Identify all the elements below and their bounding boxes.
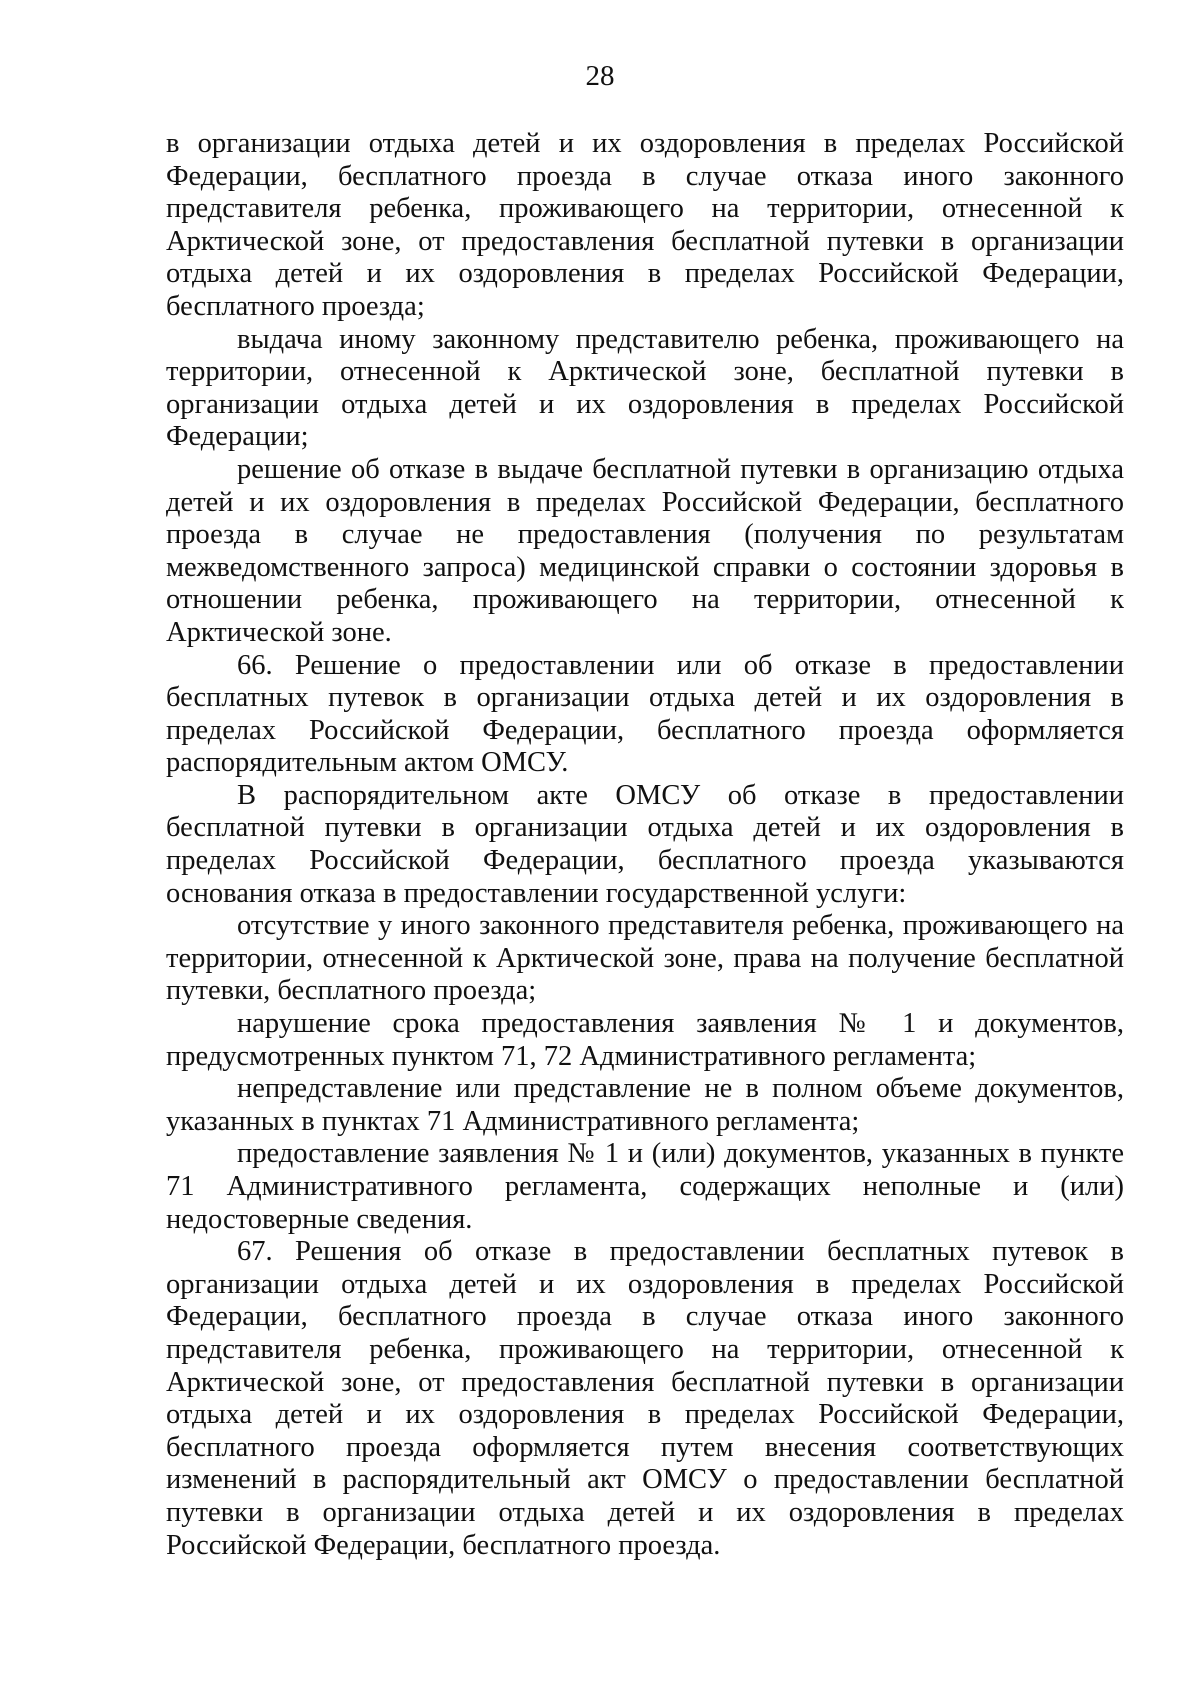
- paragraph-ground-no-right: отсутствие у иного законного представителя ребенка, проживающего на территории, отнесенной к Арктической зоне, права на получение бесплатной путевки, бесплатного проезда;: [166, 910, 1124, 1007]
- document-body: [166, 128, 1124, 1562]
- paragraph-item-67: 67. Решения об отказе в предоставлении бесплатных путевок в организации отдыха детей и их оздоровления в пределах Российской Федерации, бесплатного проезда в случае отказа иного законного представителя ребенка, проживающего на территории, отнесенной к Арктической зоне, от предоставления бесплатной путевки в организации отдыха детей и их оздоровления в пределах Российской Федерации, бесплатного проезда оформляется путем внесения соответствующих изменений в распорядительный акт ОМСУ о предоставлении бесплатной путевки в организации отдыха детей и их оздоровления в пределах Российской Федерации, бесплатного проезда.: [166, 1236, 1124, 1561]
- page-number: 28: [585, 60, 615, 92]
- paragraph-continuation: в организации отдыха детей и их оздоровления в пределах Российской Федерации, бесплатного проезда в случае отказа иного законного представителя ребенка, проживающего на территории, отнесенной к Арктической зоне, от предоставления бесплатной путевки в организации отдыха детей и их оздоровления в пределах Российской Федерации, бесплатного проезда;: [166, 128, 1124, 322]
- paragraph-ground-false-information: предоставление заявления № 1 и (или) документов, указанных в пункте 71 Административного регламента, содержащих неполные и (или) недостоверные сведения.: [166, 1138, 1124, 1235]
- paragraph-issuance: выдача иному законному представителю ребенка, проживающего на территории, отнесенной к Арктической зоне, бесплатной путевки в организации отдыха детей и их оздоровления в пределах Российской Федерации;: [166, 323, 1124, 453]
- paragraph-refusal-grounds-intro: В распорядительном акте ОМСУ об отказе в предоставлении бесплатной путевки в организации отдыха детей и их оздоровления в пределах Российской Федерации, бесплатного проезда указываются основания отказа в предоставлении государственной услуги:: [166, 779, 1124, 909]
- paragraph-item-66: 66. Решение о предоставлении или об отказе в предоставлении бесплатных путевок в организации отдыха детей и их оздоровления в пределах Российской Федерации, бесплатного проезда оформляется распорядительным актом ОМСУ.: [166, 649, 1124, 779]
- paragraph-ground-deadline: нарушение срока предоставления заявления № 1 и документов, предусмотренных пунктом 71, 72 Административного регламента;: [166, 1008, 1124, 1072]
- paragraph-ground-missing-documents: непредставление или представление не в полном объеме документов, указанных в пунктах 71 Административного регламента;: [166, 1073, 1124, 1137]
- paragraph-refusal-decision: решение об отказе в выдаче бесплатной путевки в организацию отдыха детей и их оздоровления в пределах Российской Федерации, бесплатного проезда в случае не предоставления (получения по результатам межведомственного запроса) медицинской справки о состоянии здоровья в отношении ребенка, проживающего на территории, отнесенной к Арктической зоне.: [166, 453, 1124, 648]
